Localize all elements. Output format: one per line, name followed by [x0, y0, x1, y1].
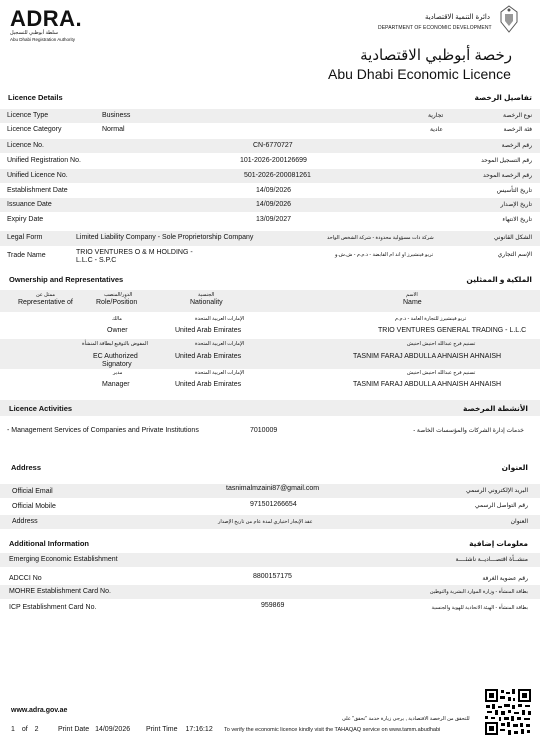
establishment-date-value: 14/09/2026: [256, 187, 292, 194]
licence-category-value: Normal: [102, 126, 125, 133]
licence-details-heading-arabic: تفاصيل الرخصة: [474, 93, 532, 102]
unified-licence-row: [0, 169, 540, 183]
unified-registration-value: 101-2026-200126699: [240, 157, 307, 164]
name-english: TRIO VENTURES GENERAL TRADING - L.L.C: [378, 327, 527, 334]
name-english: TASNIM FARAJ ABDULLA AHNAISH AHNAISH: [353, 381, 502, 388]
name-arabic: تريو فينشيرز للتجارة العامة - ذ.م.م: [395, 316, 467, 322]
address-header: [0, 459, 540, 475]
owner-row-3: [0, 368, 540, 392]
activities-heading: Licence Activities: [9, 404, 73, 413]
trade-name-label: Trade Name: [7, 252, 46, 259]
emerging-label-arabic: منشــأة اقتصـــاديــة ناشئــــة: [455, 557, 528, 563]
adra-logo-text: ADRA.: [10, 6, 83, 31]
owner-row-1: [0, 314, 540, 338]
activity-item: [0, 424, 540, 438]
issuance-date-row: [0, 198, 540, 212]
print-time-label: Print Time: [146, 726, 178, 733]
emerging-label: Emerging Economic Establishment: [9, 556, 118, 563]
print-time-value: 17:16:12: [185, 726, 213, 733]
licence-category-row: [0, 123, 540, 137]
licence-type-label-arabic: نوع الرخصة: [503, 113, 532, 119]
legal-form-row: [0, 231, 540, 246]
ownership-header: [0, 271, 540, 287]
official-email-label-arabic: البريد الإلكتروني الرسمي: [466, 488, 528, 494]
trade-name-row: [0, 247, 540, 267]
icp-value: 959869: [261, 602, 285, 609]
icp-row: [0, 601, 540, 615]
licence-no-label: Licence No.: [7, 142, 44, 149]
role-english-line2: Signatory: [102, 361, 132, 368]
print-date: [58, 726, 130, 733]
ded-english: DEPARTMENT OF ECONOMIC DEVELOPMENT: [378, 25, 492, 31]
footer-website[interactable]: www.adra.gov.ae: [11, 707, 68, 714]
print-time: [146, 726, 213, 733]
col-role-english: Role/Position: [96, 299, 138, 306]
unified-registration-label: Unified Registration No.: [7, 157, 81, 164]
unified-licence-label: Unified Licence No.: [7, 172, 68, 179]
name-english: TASNIM FARAJ ABDULLA AHNAISH AHNAISH: [353, 353, 502, 360]
official-mobile-value: 971501266654: [250, 501, 297, 508]
role-arabic: المفوض بالتوقيع لبطاقة المنشأة: [82, 341, 148, 347]
activities-heading-arabic: الأنشطة المرخصة: [463, 404, 528, 413]
name-arabic: تسنيم فرج عبدالله احنيش احنيش: [407, 370, 476, 376]
expiry-date-row: [0, 213, 540, 227]
licence-title-english: Abu Dhabi Economic Licence: [328, 66, 511, 82]
name-arabic: تسنيم فرج عبدالله احنيش احنيش: [407, 341, 476, 347]
adra-arabic: سلطة أبوظبي للتسجيل: [10, 30, 59, 36]
adcci-value: 8800157175: [253, 573, 292, 580]
additional-heading: Additional Information: [9, 539, 89, 548]
ownership-heading-arabic: الملكية و الممثلين: [466, 275, 532, 284]
official-email-label: Official Email: [12, 488, 53, 495]
mohre-label-arabic: بطاقة المنشأة - وزارة الموارد البشرية والتوطين: [429, 589, 528, 595]
licence-type-value: Business: [102, 112, 131, 119]
adra-english: Abu Dhabi Registration Authority: [10, 37, 76, 42]
legal-form-label: Legal Form: [7, 234, 43, 241]
expiry-date-value: 13/09/2027: [256, 216, 292, 223]
col-name-english: Name: [403, 299, 422, 306]
nationality-arabic: الإمارات العربية المتحدة: [195, 370, 245, 376]
unified-registration-row: [0, 154, 540, 168]
adcci-row: [0, 571, 540, 585]
col-name-arabic: الاسم: [406, 292, 418, 298]
col-rep-english: Representative of: [18, 299, 73, 306]
nationality-arabic: الإمارات العربية المتحدة: [195, 341, 245, 347]
licence-no-label-arabic: رقم الرخصة: [501, 143, 532, 149]
verify-english: To verify the economic licence kindly visit the TAHAQAQ service on www.tamm.abudhabi: [224, 727, 441, 733]
role-arabic: مالك: [112, 316, 122, 322]
icp-label-arabic: بطاقة المنشأة - الهيئة الاتحادية للهوية والجنسية: [431, 605, 528, 611]
role-arabic: مدير: [113, 370, 123, 376]
activity-code: 7010009: [250, 427, 278, 434]
licence-type-value-arabic: تجارية: [428, 113, 444, 119]
col-rep-arabic: ممثل عن: [36, 292, 56, 298]
nationality-english: United Arab Emirates: [175, 353, 242, 360]
official-email-value: tasnimalmzaini87@gmail.com: [226, 485, 320, 492]
establishment-date-row: [0, 184, 540, 198]
official-mobile-label: Official Mobile: [12, 503, 56, 510]
trade-name-label-arabic: الإسم التجاري: [497, 252, 532, 258]
legal-form-value-arabic: شركة ذات مسؤولية محدودة - شركة الشخص الواحد: [327, 235, 434, 241]
address-value: عقد الإيجار اختياري لمدة عام من تاريخ الإصدار: [218, 519, 313, 525]
role-english: Owner: [107, 327, 128, 334]
licence-category-label: Licence Category: [7, 126, 62, 133]
adcci-label-arabic: رقم عضوية الغرفة: [482, 576, 528, 582]
page-number: 1: [11, 726, 15, 733]
address-heading: Address: [11, 463, 42, 472]
adra-logo: [10, 6, 82, 32]
official-email-row: [0, 484, 540, 498]
activity-name-arabic: - خدمات إدارة الشركات والمؤسسات الخاصة: [413, 428, 524, 434]
licence-title-arabic: رخصة أبوظبي الاقتصادية: [360, 47, 512, 64]
unified-licence-value: 501-2026-200081261: [244, 172, 311, 179]
expiry-date-label-arabic: تاريخ الانتهاء: [502, 217, 532, 223]
col-role-arabic: الدور/المنصب: [104, 292, 133, 298]
establishment-date-label: Establishment Date: [7, 187, 68, 194]
address-label: Address: [12, 518, 38, 525]
mohre-label: MOHRE Establishment Card No.: [9, 588, 111, 595]
nationality-english: United Arab Emirates: [175, 381, 242, 388]
col-nationality-english: Nationality: [190, 299, 223, 306]
unified-registration-label-arabic: رقم التسجيل الموحد: [481, 158, 532, 164]
nationality-english: United Arab Emirates: [175, 327, 242, 334]
unified-licence-label-arabic: رقم الرخصة الموحد: [483, 173, 532, 179]
page-of: of: [21, 726, 28, 733]
expiry-date-label: Expiry Date: [7, 216, 44, 223]
verify-arabic: للتحقق من الرخصة الاقتصادية , يرجى زيارة خدمة "تحقق" على: [342, 716, 470, 722]
ded-emblem-icon: [497, 4, 521, 34]
licence-category-label-arabic: فئة الرخصة: [503, 127, 532, 133]
trade-name-value-line2: L.L.C - S.P.C: [76, 257, 117, 264]
address-heading-arabic: العنوان: [501, 463, 528, 472]
qr-code-icon[interactable]: [484, 688, 532, 736]
licence-details-header: [0, 89, 540, 105]
page-total: 2: [34, 726, 39, 733]
licence-category-value-arabic: عادية: [430, 127, 443, 133]
additional-header: [0, 535, 540, 551]
legal-form-label-arabic: الشكل القانوني: [493, 235, 532, 241]
trade-name-value-line1: TRIO VENTURES O & M HOLDING -: [76, 249, 193, 256]
role-english-line1: EC Authorized: [93, 353, 138, 360]
licence-no-row: [0, 139, 540, 153]
licence-details-heading: Licence Details: [8, 93, 63, 102]
ownership-column-header: [0, 290, 540, 312]
address-row: [0, 515, 540, 529]
address-label-arabic: العنوان: [510, 519, 528, 525]
additional-heading-arabic: معلومات إضافية: [469, 539, 528, 548]
print-date-label: Print Date: [58, 726, 90, 733]
mohre-row: [0, 585, 540, 599]
issuance-date-label: Issuance Date: [7, 201, 52, 208]
print-date-value: 14/09/2026: [95, 726, 131, 733]
licence-type-label: Licence Type: [7, 112, 49, 119]
legal-form-value: Limited Liability Company - Sole Proprietorship Company: [76, 234, 254, 241]
emerging-row: [0, 553, 540, 567]
icp-label: ICP Establishment Card No.: [9, 604, 97, 611]
nationality-arabic: الإمارات العربية المتحدة: [195, 316, 245, 322]
official-mobile-row: [0, 499, 540, 513]
ownership-heading: Ownership and Representatives: [9, 275, 124, 284]
footer-page-info: [11, 726, 39, 733]
licence-type-row: [0, 109, 540, 123]
col-nationality-arabic: الجنسية: [198, 292, 215, 298]
establishment-date-label-arabic: تاريخ التأسيس: [496, 188, 532, 194]
activities-header: [0, 400, 540, 416]
issuance-date-label-arabic: تاريخ الإصدار: [500, 202, 532, 208]
owner-row-2: [0, 339, 540, 369]
role-english: Manager: [102, 381, 130, 388]
official-mobile-label-arabic: رقم التواصل الرسمي: [474, 503, 528, 509]
trade-name-value-arabic: تريو فينشيرز او اند ام القابضة - ذ.م.م - ش.ش.و: [335, 252, 434, 258]
ded-arabic: دائرة التنمية الاقتصادية: [424, 14, 490, 21]
adcci-label: ADCCI No: [9, 575, 42, 582]
activity-name: - Management Services of Companies and Private Institutions: [7, 427, 199, 434]
issuance-date-value: 14/09/2026: [256, 201, 292, 208]
licence-no-value: CN-6770727: [253, 142, 293, 149]
